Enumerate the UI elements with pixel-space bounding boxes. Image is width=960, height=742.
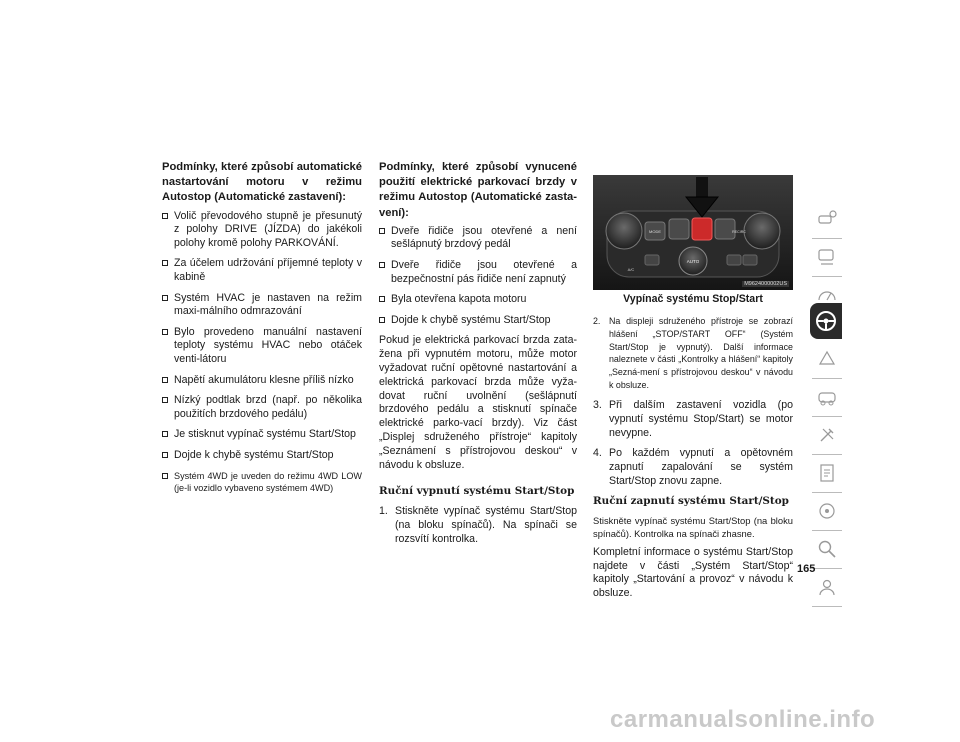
watermark: carmanualsonline.info [610, 706, 876, 733]
arrow-shaft [696, 177, 708, 197]
steering-wheel-icon [814, 309, 838, 333]
tab-car-keys[interactable] [812, 201, 842, 237]
tab-service[interactable] [812, 417, 842, 453]
middle-column [379, 160, 577, 552]
tab-emergency[interactable] [812, 379, 842, 415]
list-item: Dveře řidiče jsou otevřené a bezpečnostní pás řidiče není zapnutý [379, 259, 577, 286]
list-item: Systém 4WD je uveden do režimu 4WD LOW (je-li vozidlo vybaveno systémem 4WD) [162, 470, 362, 495]
mode-button-label: MODE [649, 229, 661, 234]
recirc-button-label: RECIRC [732, 230, 746, 234]
list-item: Volič převodového stupně je přesunutý z polohy DRIVE (JÍZDA) do jakékoli polohy kromě polohy PARKOVÁNÍ. [162, 210, 362, 251]
list-item: Nízký podtlak brzd (např. po několika použitích brzdového pedálu) [162, 394, 362, 421]
autostart-conditions-heading: Podmínky, které způsobí automatické nastartování motoru v režimu Autostop (Automatické zastavení): [162, 161, 362, 204]
left-column [162, 160, 362, 502]
step-item [593, 398, 793, 440]
full-info-paragraph: Kompletní informace o systému Start/Stop najdete v části „Systém Start/Stop“ kapitoly „Startování a provoz“ v návodu k obsluze. [593, 545, 793, 600]
ac-label: A/C [627, 267, 635, 272]
list-item: Dveře řidiče jsou otevřené a není sešlápnutý brzdový pedál [379, 225, 577, 252]
step-number: 4. [593, 446, 602, 459]
tab-safety[interactable] [812, 341, 842, 377]
step-item [593, 315, 793, 392]
start-stop-switch-figure [593, 175, 793, 290]
right-column [593, 160, 793, 607]
car-keys-icon [816, 208, 838, 230]
list-item: Bylo provedeno manuální nastavení teploty systému HVAC nebo otáček venti-látoru [162, 326, 362, 367]
figure-id: M9624000002US [744, 281, 787, 287]
step-text: Stiskněte vypínač systému Start/Stop (na bloku spínačů). Na spínači se rozsvítí kontrolka. [395, 505, 577, 546]
tab-steering-wheel-active[interactable] [810, 303, 842, 339]
specifications-icon [816, 462, 838, 484]
emergency-icon [816, 386, 838, 408]
tab-customer-assistance[interactable] [812, 569, 842, 605]
tab-multimedia[interactable] [812, 493, 842, 529]
multimedia-icon [816, 500, 838, 522]
safety-icon [816, 348, 838, 370]
autostart-conditions-list [162, 210, 362, 495]
list-item: Dojde k chybě systému Start/Stop [162, 449, 362, 463]
page-number: 165 [797, 563, 816, 575]
step-item [379, 504, 577, 546]
parking-brake-conditions-heading: Podmínky, které způsobí vynucené použití elektrické parkovací brzdy v režimu Autostop (Automatické zasta-vení): [379, 161, 577, 219]
service-tools-icon [816, 424, 838, 446]
step-text: Po každém vypnutí a opětovném zapnutí zapalování se systém Start/Stop znovu zapne. [609, 446, 793, 487]
auto-knob-label: AUTO [686, 259, 700, 264]
vehicle-features-icon [816, 246, 838, 268]
step-number: 1. [379, 505, 388, 518]
tab-index[interactable] [812, 531, 842, 567]
step-number: 3. [593, 398, 602, 411]
tab-vehicle-features[interactable] [812, 239, 842, 275]
manual-on-heading: Ruční zapnutí systému Start/Stop [593, 494, 789, 507]
list-item: Systém HVAC je nastaven na režim maxi-málního odmrazování [162, 292, 362, 319]
step-item [593, 446, 793, 488]
list-item: Za účelem udržování příjemné teploty v kabině [162, 257, 362, 284]
step-text: Na displeji sdruženého přístroje se zobrazí hlášení „STOP/START OFF“ (Systém Start/Stop je vypnutý). Další informace naleznete v části „Kontrolky a hlášení“ kapitoly „Sezná-mení s přístrojovou deskou“ v návodu k obsluze. [609, 316, 793, 390]
parking-brake-paragraph: Pokud je elektrická parkovací brzda zata-žena při vypnutém motoru, může motor vyžadovat ruční opětovné nastartování a elektrická parkovací brzda může vyža-dovat ruční uvolnění (sešlápnutí brzdového pedálu a stisknutí spínače elektrické parko-vací brzdy). Viz část „Displej sdruženého přístroje“ kapitoly „Seznámení s přístrojovou deskou“ v návodu k obsluze. [379, 334, 577, 471]
parking-brake-conditions-list [379, 225, 577, 328]
manual-off-steps [379, 504, 577, 546]
list-item: Napětí akumulátoru klesne příliš nízko [162, 374, 362, 388]
manual-off-steps-continued [593, 315, 793, 488]
list-item: Je stisknut vypínač systému Start/Stop [162, 428, 362, 442]
list-item: Dojde k chybě systému Start/Stop [379, 314, 577, 328]
customer-assistance-icon [816, 576, 838, 598]
manual-on-instruction: Stiskněte vypínač systému Start/Stop (na bloku spínačů). Kontrolka na spínači zhasne. [593, 514, 793, 539]
start-stop-button-highlight [692, 218, 712, 240]
list-item: Byla otevřena kapota motoru [379, 293, 577, 307]
figure-caption: Vypínač systému Stop/Start [623, 293, 763, 305]
search-index-icon [816, 538, 838, 560]
tab-specifications[interactable] [812, 455, 842, 491]
step-number: 2. [593, 316, 601, 326]
manual-off-heading: Ruční vypnutí systému Start/Stop [379, 485, 575, 498]
step-text: Při dalším zastavení vozidla (po vypnutí systému Stop/Start) se motor nevypne. [609, 398, 793, 439]
switch-panel-photo [593, 175, 793, 290]
